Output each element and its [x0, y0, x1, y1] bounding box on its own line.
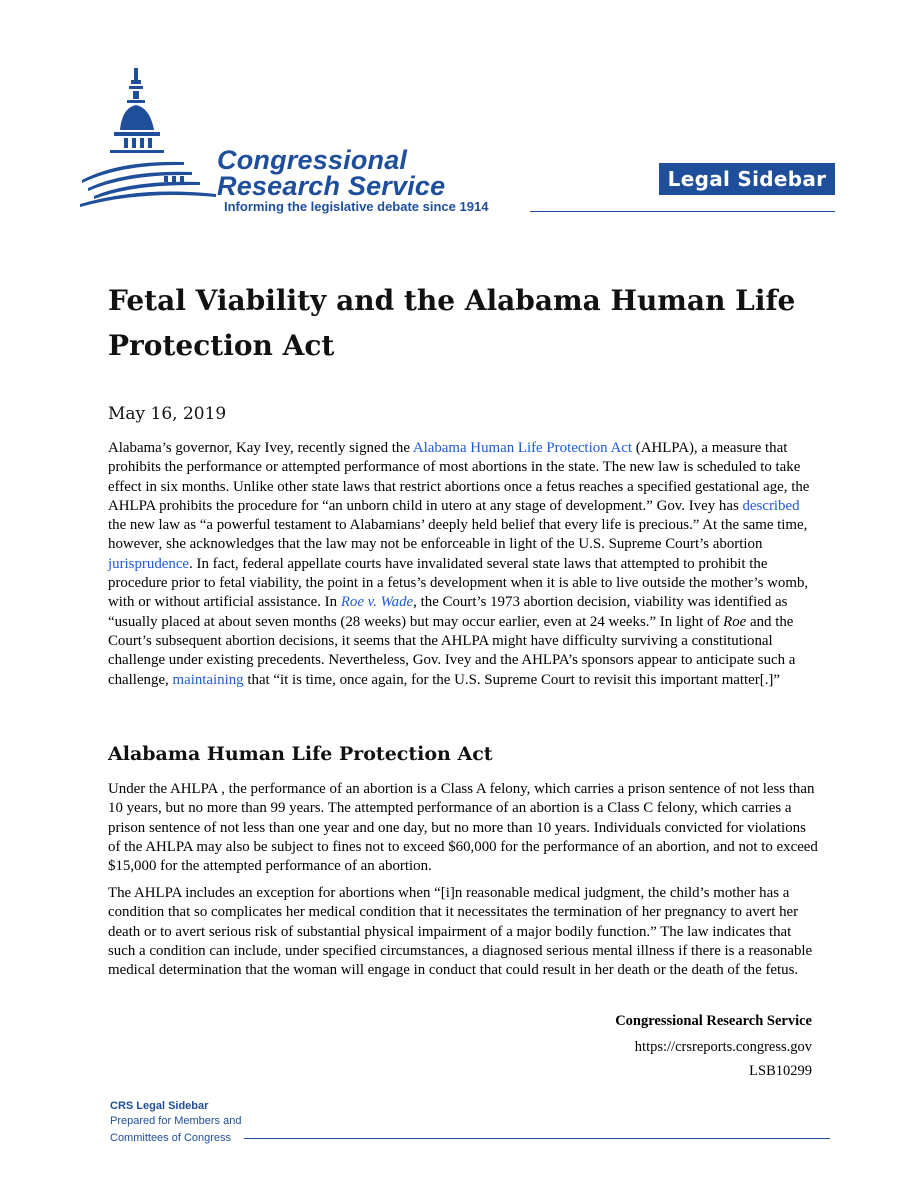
para1-text-2: (AHLPA), a measure that prohibits the performance or attempted performance of most abortions in the state. The new law is scheduled to take effect in six months. Unlike other state laws that restrict abortions once a fetus reaches a specified gestational age, the AHLPA prohibits the procedure for “an unborn child in utero at any stage of development.” Gov. Ivey has: [108, 440, 810, 514]
page-title: Fetal Viability and the Alabama Human Life Protection Act: [108, 284, 796, 362]
para1-text-5: , the Court’s 1973 abortion decision, viability was identified as “usually placed at about seven months (28 weeks) but may occur earlier, even at 24 weeks.” In light of: [108, 594, 788, 630]
footer-divider: [244, 1138, 830, 1139]
org-tagline: Informing the legislative debate since 1914: [224, 199, 489, 214]
link-jurisprudence[interactable]: jurisprudence: [108, 555, 190, 572]
crs-capitol-logo-icon: [80, 64, 220, 214]
para1-text-3: the new law as “a powerful testament to Alabamians’ deeply held belief that every life is precious.” At the same time, however, she acknowledges that the law may not be enforceable in light of the U.S. Supreme Court’s abortion: [108, 517, 808, 553]
penalties-paragraph: Under the AHLPA , the performance of an abortion is a Class A felony, which carries a prison sentence of not less than 10 years, but no more than 99 years. The attempted performance of an abortion is a Class C felony, which carries a prison sentence of not less than one year and one day, but no more than 10 years. Individuals convicted for violations of the AHLPA may also be subject to fines not to exceed $60,000 for the performance of an abortion, and not to exceed $15,000 for the attempted performance of an abortion.: [108, 781, 818, 875]
org-name-line1: Congressional: [217, 145, 408, 175]
para1-text-1: Alabama’s governor, Kay Ivey, recently signed the: [108, 440, 413, 456]
signature-url: https://crsreports.congress.gov: [634, 1039, 812, 1055]
para1-text-4: . In fact, federal appellate courts have invalidated several state laws that attempted to prohibit the procedure prior to fetal viability, the point in a fetus’s development when it is able to live outside the mother’s womb, with or without artificial assistance. In: [108, 555, 809, 611]
roe-italic: Roe: [723, 613, 747, 630]
link-ahlpa[interactable]: Alabama Human Life Protection Act: [412, 440, 633, 456]
para1-text-6: and the Court’s subsequent abortion decisions, it seems that the AHLPA might have difficulty surviving a constitutional challenge under existing precedents. Nevertheless, Gov. Ivey and the AHLPA’s sponsors appear to anticipate such a challenge,: [108, 613, 796, 688]
footer-line-3: Committees of Congress: [110, 1132, 232, 1144]
intro-paragraph: [108, 439, 818, 690]
legal-sidebar-badge: Legal Sidebar: [659, 163, 835, 195]
exception-paragraph: The AHLPA includes an exception for abortions when “[i]n reasonable medical judgment, the child’s mother has a condition that so complicates her medical condition that it necessitates the termination of her pregnancy to avert her death or to avert serious risk of substantial physical impairment of a major bodily function.” The law indicates that such a condition can include, under specified circumstances, a diagnosed serious mental illness if there is a reasonable medical determination that the woman will engage in conduct that could result in her death or the death of the fetus.: [108, 885, 813, 979]
para1-text-7: that “it is time, once again, for the U.S. Supreme Court to revisit this important matter[.]”: [243, 671, 780, 688]
header-divider: [530, 211, 835, 212]
footer-line-2: Prepared for Members and: [110, 1115, 242, 1127]
document-code: LSB10299: [749, 1063, 812, 1079]
signature-org: Congressional Research Service: [615, 1013, 812, 1029]
link-described[interactable]: described: [742, 497, 800, 514]
link-maintaining[interactable]: maintaining: [172, 671, 244, 688]
section-heading: Alabama Human Life Protection Act: [108, 743, 493, 765]
link-roe-v-wade[interactable]: Roe v. Wade: [340, 594, 414, 611]
org-name-line2: Research Service: [217, 171, 446, 201]
publication-date: May 16, 2019: [108, 404, 227, 424]
footer-title: CRS Legal Sidebar: [110, 1100, 209, 1112]
